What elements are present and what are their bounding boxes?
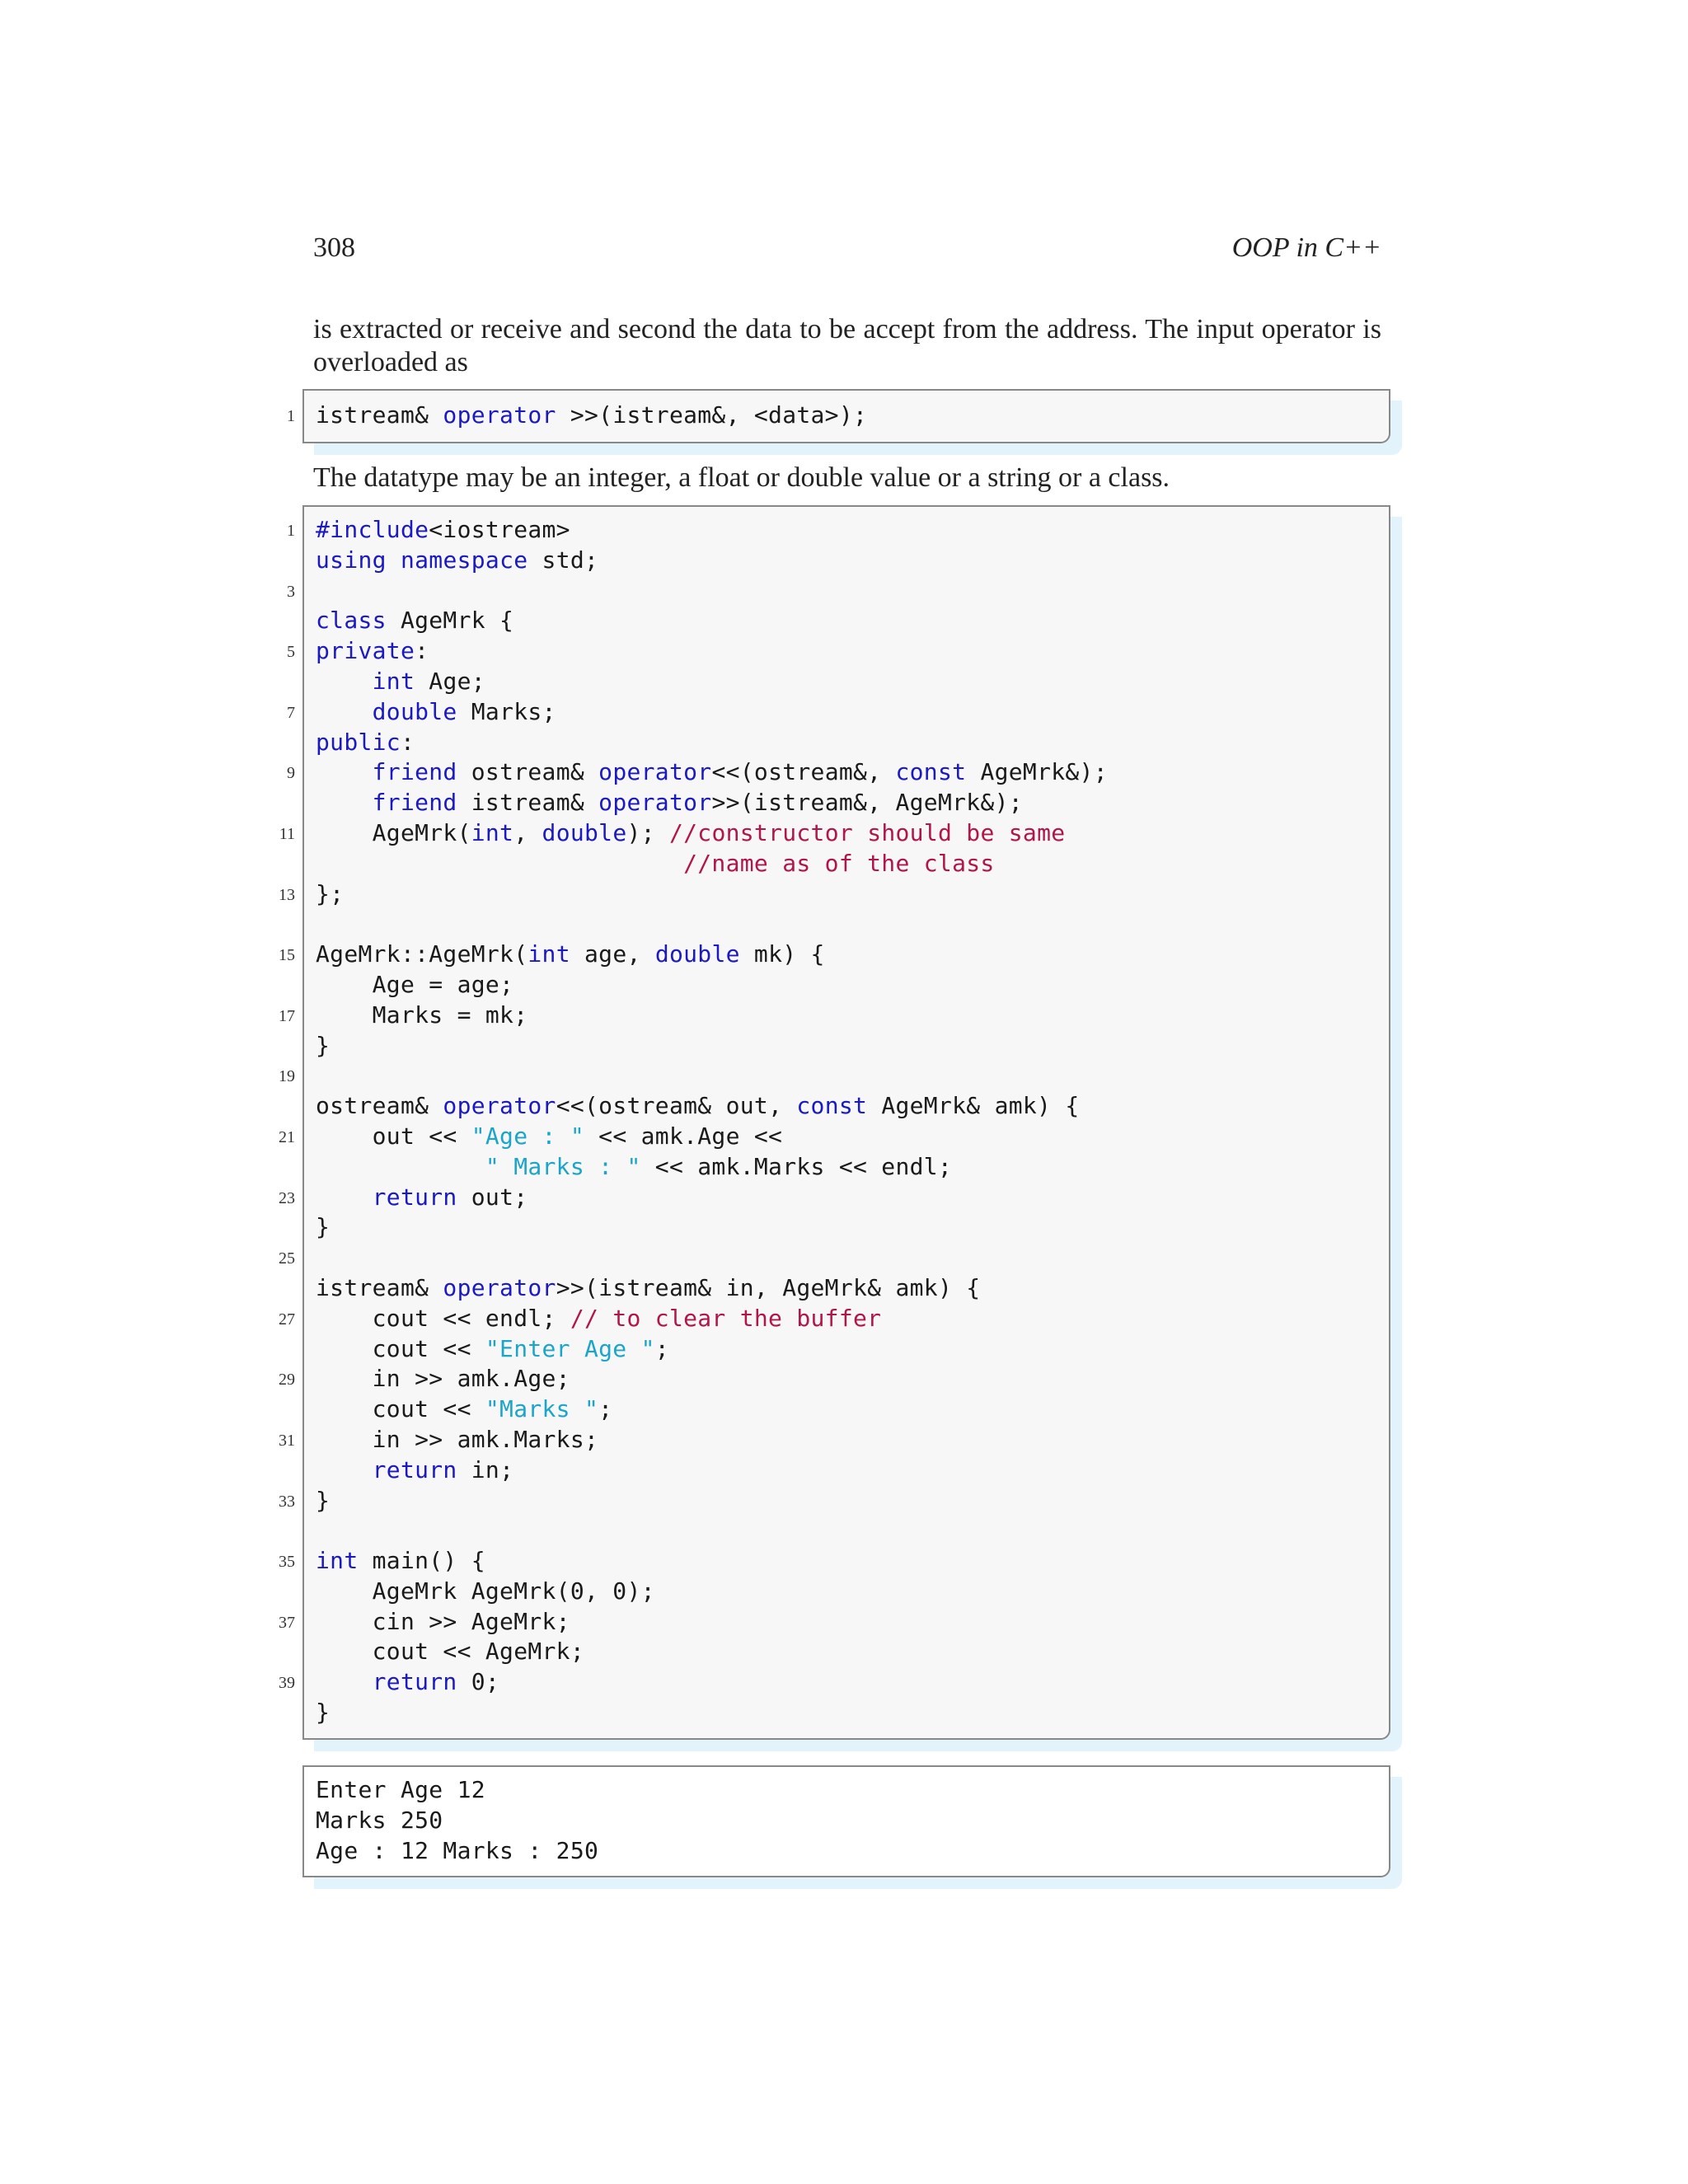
code-keyword: int	[372, 667, 415, 695]
line-number: 21	[279, 1128, 295, 1146]
code-text: ostream&	[457, 758, 599, 786]
code-keyword: operator	[443, 401, 556, 429]
code-line	[316, 636, 1381, 667]
code-line	[316, 667, 1381, 697]
code-text: ostream&	[316, 1092, 443, 1120]
code-text: cout <<	[316, 1334, 485, 1362]
code-text: <iostream>	[429, 516, 570, 543]
line-number: 1	[287, 407, 295, 425]
code-keyword: double	[542, 818, 627, 846]
running-title: OOP in C++	[1231, 232, 1381, 263]
code-line	[316, 1334, 1381, 1365]
code-text: Age;	[415, 667, 485, 695]
code-line	[316, 757, 1381, 788]
code-text: }	[316, 1213, 331, 1241]
code-keyword: #include	[316, 516, 429, 543]
page-number: 308	[313, 232, 355, 263]
line-number: 17	[279, 1006, 295, 1025]
code-line	[316, 1425, 1381, 1455]
code-text: in >> amk.Marks;	[316, 1425, 599, 1453]
code-text: out <<	[316, 1122, 471, 1150]
code-line	[316, 1577, 1381, 1607]
code-keyword: operator	[443, 1273, 556, 1301]
code-text: <<(ostream& out,	[556, 1092, 797, 1120]
line-number: 3	[287, 582, 295, 601]
code-text	[316, 668, 373, 695]
code-line	[316, 1091, 1381, 1122]
code-keyword: int	[528, 940, 570, 968]
line-number: 31	[279, 1432, 295, 1450]
code-line	[316, 1273, 1381, 1304]
code-line	[316, 940, 1381, 970]
code-comment: // to clear the buffer	[570, 1304, 882, 1332]
line-number: 39	[279, 1674, 295, 1693]
output-line: Age : 12 Marks : 250	[316, 1836, 599, 1864]
program-output-box	[302, 1765, 1390, 1877]
code-line	[316, 1455, 1381, 1486]
line-number: 37	[279, 1613, 295, 1632]
code-text: Marks = mk;	[316, 1001, 528, 1029]
code-line	[316, 1698, 1381, 1728]
code-block	[316, 401, 1381, 431]
code-keyword: int	[471, 818, 514, 846]
code-line	[316, 788, 1381, 818]
code-text	[316, 1668, 373, 1695]
line-number: 19	[279, 1067, 295, 1086]
code-line	[316, 546, 1381, 576]
line-number: 35	[279, 1553, 295, 1572]
code-keyword: private	[316, 637, 415, 665]
code-text: main() {	[358, 1547, 485, 1575]
line-number: 13	[279, 885, 295, 904]
code-line	[316, 1667, 1381, 1698]
code-text: 0;	[457, 1668, 500, 1696]
line-number: 11	[279, 825, 295, 843]
code-keyword: operator	[598, 758, 712, 786]
code-line	[316, 1516, 1381, 1546]
code-text: in;	[457, 1455, 514, 1483]
code-text: std;	[528, 546, 599, 574]
code-text: Marks;	[457, 697, 556, 725]
code-text: :	[400, 728, 415, 756]
code-keyword: friend	[372, 758, 457, 786]
code-text: in >> amk.Age;	[316, 1365, 570, 1393]
line-number: 25	[279, 1249, 295, 1268]
line-number: 7	[287, 703, 295, 722]
code-text: >>(istream&, AgeMrk&);	[711, 789, 1023, 817]
code-text	[316, 1183, 373, 1211]
code-keyword: friend	[372, 789, 457, 817]
output-line: Enter Age 12	[316, 1776, 485, 1803]
code-text: istream&	[457, 789, 599, 817]
code-line	[316, 1031, 1381, 1062]
code-line	[316, 1243, 1381, 1273]
code-line	[316, 818, 1381, 849]
line-number: 23	[279, 1188, 295, 1207]
code-string: " Marks : "	[485, 1152, 641, 1180]
page-header	[313, 232, 1381, 274]
code-text: };	[316, 879, 345, 907]
code-string: "Marks "	[485, 1395, 599, 1423]
code-text	[316, 758, 373, 785]
line-number: 27	[279, 1310, 295, 1329]
code-line	[316, 697, 1381, 728]
line-number: 9	[287, 764, 295, 783]
code-line	[316, 909, 1381, 940]
code-text: cout << endl;	[316, 1304, 570, 1332]
code-text: ,	[513, 818, 542, 846]
code-line	[316, 1364, 1381, 1394]
code-text: << amk.Age <<	[584, 1122, 783, 1150]
code-keyword: int	[316, 1547, 359, 1575]
code-line	[316, 1607, 1381, 1638]
code-text: out;	[457, 1183, 528, 1211]
code-text: AgeMrk::AgeMrk(	[316, 940, 528, 968]
code-text: AgeMrk&);	[966, 758, 1108, 786]
code-text: ;	[598, 1395, 613, 1423]
code-line	[316, 1061, 1381, 1091]
code-keyword: class	[316, 607, 387, 635]
line-number: 33	[279, 1492, 295, 1511]
code-text	[316, 1456, 373, 1483]
code-line	[316, 1637, 1381, 1667]
output-block	[316, 1775, 1381, 1866]
code-text	[316, 789, 373, 816]
code-keyword: return	[372, 1668, 457, 1696]
code-comment: //constructor should be same	[668, 818, 1066, 846]
code-line	[316, 1212, 1381, 1243]
code-comment: //name as of the class	[683, 849, 995, 877]
code-keyword: operator	[443, 1092, 556, 1120]
paragraph-intro: is extracted or receive and second the data to be accept from the address. The input operator is overloaded as	[313, 314, 1381, 377]
code-text: << amk.Marks << endl;	[640, 1152, 953, 1180]
code-text	[316, 698, 373, 725]
code-line	[316, 970, 1381, 1001]
code-line	[316, 1001, 1381, 1031]
code-text: }	[316, 1699, 331, 1727]
code-text	[316, 850, 683, 877]
code-line	[316, 1546, 1381, 1577]
code-text: ;	[654, 1334, 669, 1362]
code-line	[316, 1394, 1381, 1425]
code-text: mk) {	[739, 940, 825, 968]
code-text: }	[316, 1031, 331, 1059]
code-line	[316, 879, 1381, 910]
line-number: 5	[287, 643, 295, 662]
code-text: AgeMrk {	[386, 607, 514, 635]
code-listing-agemrk	[302, 505, 1390, 1740]
code-text	[316, 1153, 485, 1180]
code-text: Age = age;	[316, 970, 514, 998]
code-string: "Enter Age "	[485, 1334, 655, 1362]
code-line	[316, 1152, 1381, 1183]
code-keyword: using	[316, 546, 387, 574]
code-keyword: const	[895, 758, 967, 786]
code-text: );	[626, 818, 669, 846]
code-line	[316, 401, 1381, 431]
code-text: istream&	[316, 1273, 443, 1301]
code-text: :	[415, 637, 429, 665]
code-string: "Age : "	[471, 1122, 584, 1150]
code-text: AgeMrk(	[316, 818, 471, 846]
code-line	[316, 576, 1381, 607]
code-keyword: return	[372, 1455, 457, 1483]
code-keyword: public	[316, 728, 401, 756]
output-line: Marks 250	[316, 1806, 443, 1834]
code-line	[316, 849, 1381, 879]
code-text: >>(istream& in, AgeMrk& amk) {	[556, 1273, 981, 1301]
code-line	[316, 728, 1381, 758]
code-line	[316, 1304, 1381, 1334]
code-text	[387, 546, 401, 574]
line-number: 15	[279, 946, 295, 965]
code-keyword: const	[796, 1092, 868, 1120]
code-line	[316, 1486, 1381, 1516]
code-line	[316, 1122, 1381, 1152]
code-text: >>(istream&, <data>);	[556, 401, 868, 429]
code-keyword: return	[372, 1183, 457, 1211]
code-text: AgeMrk AgeMrk(0, 0);	[316, 1577, 655, 1605]
code-text: cout << AgeMrk;	[316, 1638, 584, 1666]
code-keyword: double	[654, 940, 740, 968]
code-text: cout <<	[316, 1395, 485, 1423]
code-keyword: namespace	[400, 546, 528, 574]
code-text: AgeMrk& amk) {	[867, 1092, 1080, 1120]
paragraph-datatype: The datatype may be an integer, a float or double value or a string or a class.	[313, 462, 1170, 493]
code-text: <<(ostream&,	[711, 758, 896, 786]
line-number: 29	[279, 1371, 295, 1390]
code-keyword: double	[372, 697, 457, 725]
code-line	[316, 606, 1381, 636]
code-text: }	[316, 1486, 331, 1514]
code-text: istream&	[316, 401, 443, 429]
code-line	[316, 515, 1381, 546]
code-text: age,	[570, 940, 655, 968]
code-listing-operator-signature	[302, 389, 1390, 443]
code-block	[316, 515, 1381, 1728]
code-text: cin >> AgeMrk;	[316, 1607, 570, 1635]
code-keyword: operator	[598, 789, 712, 817]
line-number: 1	[287, 522, 295, 540]
code-line	[316, 1183, 1381, 1213]
